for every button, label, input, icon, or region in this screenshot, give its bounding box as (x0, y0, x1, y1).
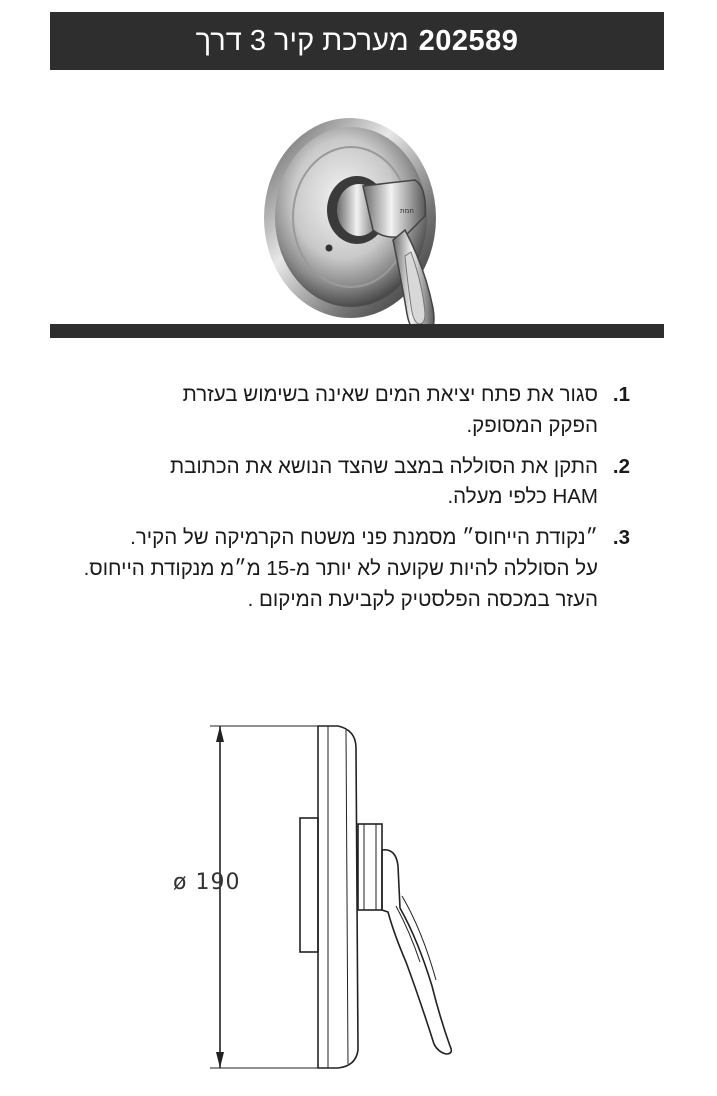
step-line: הפקק המסופק. (466, 413, 598, 437)
product-code: 202589 (418, 24, 519, 57)
step-number: 2. (612, 454, 630, 478)
step-text (70, 380, 598, 442)
step-line: ״נקודת הייחוס״ מסמנת פני משטח הקרמיקה של הקיר. (130, 526, 598, 549)
cover-plate (318, 726, 358, 1068)
step-text (70, 523, 598, 615)
section-divider (50, 324, 664, 338)
product-photo (255, 118, 465, 340)
step-line: העזר במכסה הפלסטיק לקביעת המיקום . (247, 587, 598, 611)
dimension-arrow-bottom (216, 1052, 224, 1068)
instruction-step (70, 523, 630, 615)
handle-logo: חמת (400, 207, 414, 215)
cartridge (358, 824, 382, 910)
step-line: על הסוללה להיות שקועה לא יותר מ-15 מ״מ מנקודת הייחוס. (83, 556, 598, 580)
step-line: התקן את הסוללה במצב שהצד הנושא את הכתובת (169, 454, 598, 478)
dimension-arrow-top (216, 726, 224, 742)
step-line: סגור את פתח יציאת המים שאינה בשימוש בעזרת (182, 383, 598, 406)
instruction-step (70, 452, 630, 514)
step-number: 3. (612, 526, 630, 549)
step-line: HAM כלפי מעלה. (447, 485, 598, 509)
step-text (70, 452, 598, 514)
valve-body (300, 818, 318, 952)
product-title: מערכת קיר 3 דרך (195, 24, 409, 57)
diameter-label: ø 190 (173, 870, 241, 895)
title-bar (50, 12, 664, 70)
instructions-list (70, 380, 630, 625)
instruction-step (70, 380, 630, 442)
step-number: 1. (612, 383, 630, 406)
